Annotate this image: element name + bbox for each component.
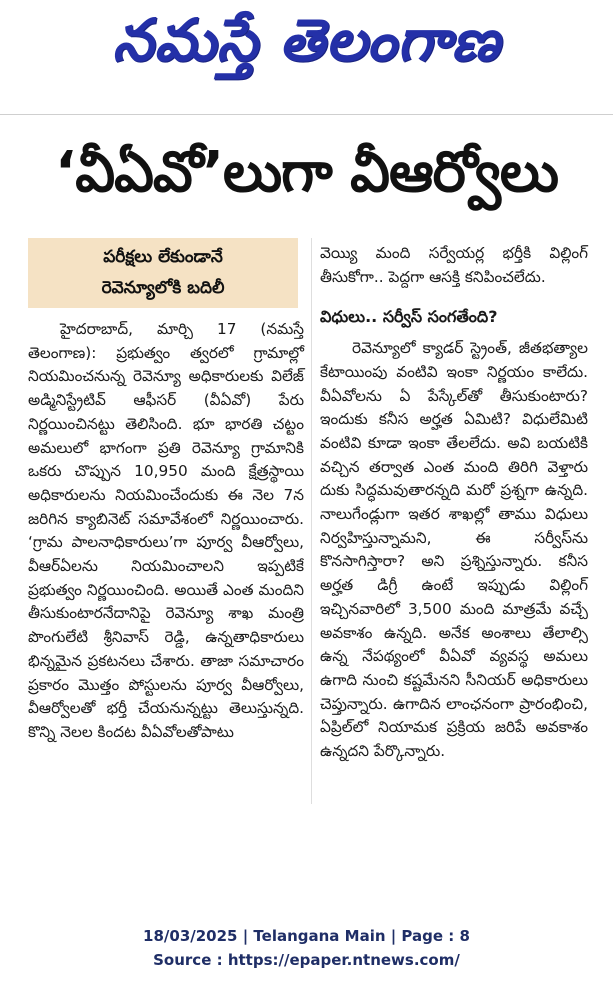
subheading-box <box>28 238 298 308</box>
right-column-paragraph-1: వెయ్యి మంది సర్వేయర్ల భర్తీకి విల్లింగ్ తీసుకోగా.. పెద్దగా ఆసక్తి కనిపించలేదు. <box>320 244 588 286</box>
right-column-paragraph-2: రెవెన్యూలో క్యాడర్ స్ట్రెంత్, జీతభత్యాల కేటాయింపు వంటివి ఇంకా నిర్ణయం కాలేదు. వీఏవోలను ఏ పేస్కేల్‌తో తీసుకుంటారు? ఇందుకు కనీస అర్హత ఏమిటి? విధులేమిటి వంటివి కూడా ఇంకా తేలలేదు. అవి బయటికి వచ్చిన తర్వాత ఎంత మంది తిరిగి వెళ్తారు దుకు సిద్ధమవుతారన్నది మరో ప్రశ్నగా ఉన్నది. నాలుగేండ్లుగా ఇతర శాఖల్లో తాము విధులు నిర్వహిస్తున్నామని, ఈ సర్వీస్‌ను కొనసాగిస్తారా? అని ప్రశ్నిస్తున్నారు. కనీస అర్హత డిగ్రీ ఉంటే ఇప్పుడు విల్లింగ్ ఇచ్చినవారిలో 3,500 మంది మాత్రమే వచ్చే అవకాశం ఉన్నది. అనేక అంశాలు తేలాల్సి ఉన్న నేపథ్యంలో వీఏవో వ్యవస్థ అమలు ఉగాది నుంచి కష్టమేనని సీనియర్ అధికారులు చెప్తున్నారు. ఉగాదిన లాంఛనంగా ప్రారంభించి, ఏప్రిల్‌లో నియామక ప్రక్రియ జరిపే అవకాశం ఉన్నదని పేర్కొన్నారు. <box>320 339 588 761</box>
left-column-paragraph: హైదరాబాద్, మార్చి 17 (నమస్తే తెలంగాణ): ప్రభుత్వం త్వరలో గ్రామాల్లో నియమించనున్న రెవెన్యూ అధికారులకు విలేజ్ అడ్మినిస్ట్రేటివ్ ఆఫీసర్ (వీఏవో) పేరు నిర్ణయించినట్టు తెలిసింది. భూ భారతి చట్టం అమలులో భాగంగా ప్రతి రెవెన్యూ గ్రామానికి ఒకరు చొప్పున 10,950 మంది క్షేత్రస్థాయి అధికారులను నియమించేందుకు ఈ నెల 7న జరిగిన క్యాబినెట్ సమావేశంలో నిర్ణయించారు. ‘గ్రామ పాలనాధికారులు’గా పూర్వ వీఆర్వోలు, వీఆర్ఏలను నియమించాలని ఇప్పటికే ప్రభుత్వం నిర్ణయించింది. అయితే ఎంత మందిని తీసుకుంటారనేదానిపై రెవెన్యూ శాఖ మంత్రి పొంగులేటి శ్రీనివాస్ రెడ్డి, ఉన్నతాధికారులు భిన్నమైన ప్రకటనలు చేశారు. తాజా సమాచారం ప్రకారం మొత్తం పోస్టులను పూర్వ వీఆర్వోలు, వీఆర్వోలతో భర్తీ చేయనున్నట్టు తెలుస్తున్నది. కొన్ని నెలల కిందట వీఏవోలతోపాటు <box>28 320 304 741</box>
footer-source: Source : https://epaper.ntnews.com/ <box>153 951 460 969</box>
left-column <box>28 318 304 745</box>
column-divider <box>311 238 312 804</box>
masthead-divider <box>0 114 613 115</box>
subheading-line-1: పరీక్షలు లేకుండానే <box>103 247 223 267</box>
masthead <box>0 0 613 112</box>
right-column <box>320 242 588 764</box>
article-headline: ‘వీఏవో’లుగా వీఆర్వోలు <box>55 140 558 205</box>
subheading-line-2: రెవెన్యూలోకి బదిలీ <box>101 278 225 298</box>
newspaper-logo: నమస్తే తెలంగాణ <box>112 6 501 74</box>
section-heading: విధులు.. సర్వీస్ సంగతేంది? <box>320 307 498 327</box>
footer-date-page: 18/03/2025 | Telangana Main | Page : 8 <box>143 927 470 945</box>
